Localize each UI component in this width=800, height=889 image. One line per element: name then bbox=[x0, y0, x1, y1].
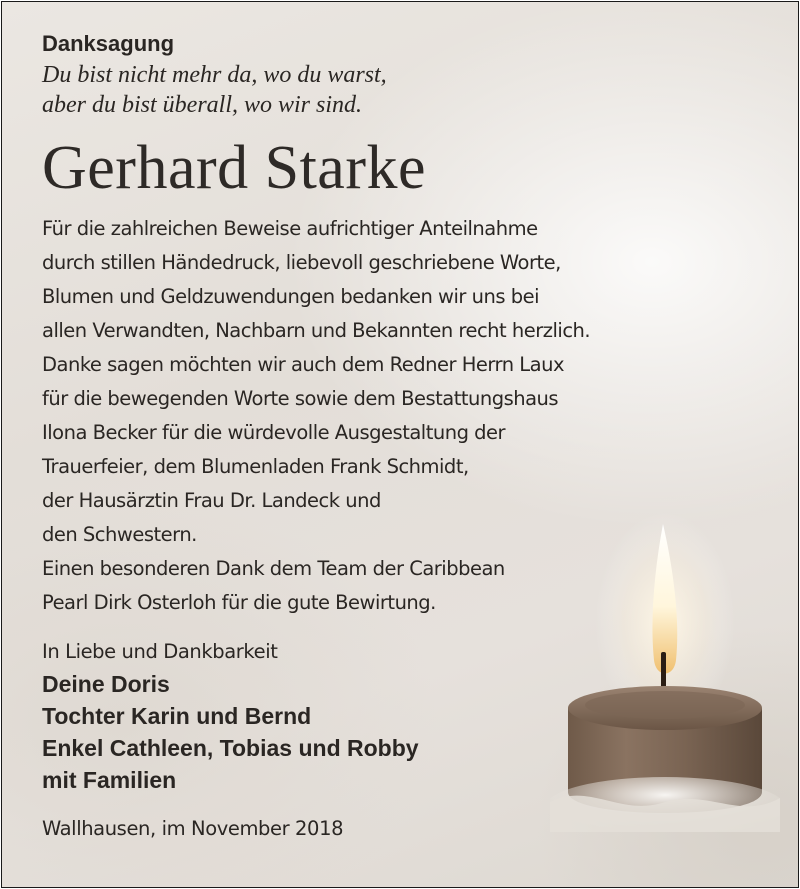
body-line: Einen besonderen Dank dem Team der Caribbean bbox=[42, 557, 505, 580]
place-date: Wallhausen, im November 2018 bbox=[42, 817, 344, 840]
body-line: Blumen und Geldzuwendungen bedanken wir uns bei bbox=[42, 285, 539, 308]
obituary-card bbox=[1, 1, 799, 888]
quote-line: Du bist nicht mehr da, wo du warst, bbox=[42, 62, 387, 88]
body-line: für die bewegenden Worte sowie dem Bestattungshaus bbox=[42, 387, 559, 410]
body-line: Ilona Becker für die würdevolle Ausgestaltung der bbox=[42, 421, 506, 444]
deceased-name: Gerhard Starke bbox=[42, 134, 426, 202]
thanks-paragraph bbox=[42, 212, 782, 620]
signer: Deine Doris bbox=[42, 671, 170, 697]
body-line: der Hausärztin Frau Dr. Landeck und bbox=[42, 489, 381, 512]
closing-section bbox=[42, 636, 782, 844]
heading: Danksagung bbox=[42, 31, 175, 56]
quote bbox=[42, 60, 782, 120]
body-line: Trauerfeier, dem Blumenladen Frank Schmidt, bbox=[42, 455, 469, 478]
body-line: Für die zahlreichen Beweise aufrichtiger Anteilnahme bbox=[42, 217, 538, 240]
body-line: den Schwestern. bbox=[42, 523, 197, 546]
obituary-text bbox=[42, 30, 782, 844]
body-line: allen Verwandten, Nachbarn und Bekannten recht herzlich. bbox=[42, 319, 591, 342]
body-line: Danke sagen möchten wir auch dem Redner Herrn Laux bbox=[42, 353, 564, 376]
closing-line: In Liebe und Dankbarkeit bbox=[42, 640, 278, 663]
body-line: durch stillen Händedruck, liebevoll geschriebene Worte, bbox=[42, 251, 561, 274]
quote-line: aber du bist überall, wo wir sind. bbox=[42, 92, 363, 118]
signer: Tochter Karin und Bernd bbox=[42, 703, 312, 729]
signer: Enkel Cathleen, Tobias und Robby bbox=[42, 735, 419, 761]
body-line: Pearl Dirk Osterloh für die gute Bewirtung. bbox=[42, 591, 436, 614]
signer: mit Familien bbox=[42, 767, 177, 793]
